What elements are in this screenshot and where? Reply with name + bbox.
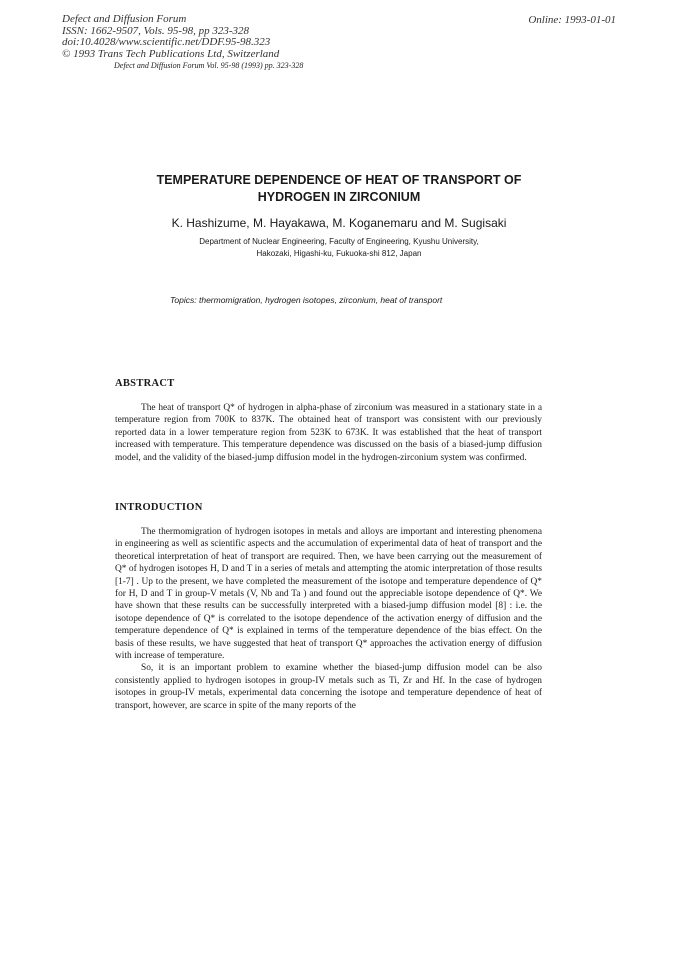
- topics: Topics: thermomigration, hydrogen isotopes, zirconium, heat of transport: [170, 295, 443, 305]
- abstract-body: [115, 402, 542, 464]
- introduction-body: [115, 526, 542, 712]
- citation-header: [62, 14, 279, 60]
- affiliation: [100, 236, 578, 259]
- scanned-journal-line: Defect and Diffusion Forum Vol. 95-98 (1993) pp. 323-328: [114, 61, 304, 70]
- online-date: Online: 1993-01-01: [528, 14, 616, 26]
- issn-line: ISSN: 1662-9507, Vols. 95-98, pp 323-328: [62, 24, 249, 37]
- affiliation-line-1: Department of Nuclear Engineering, Faculty of Engineering, Kyushu University,: [199, 237, 479, 246]
- introduction-paragraph-1: The thermomigration of hydrogen isotopes in metals and alloys are important and interesting phenomena in engineering as well as scientific aspects and the accumulation of experimental data of heat of transport and the theoretical interpretation of heat of transport are required. Then, we have been carrying out the measurement of Q* of hydrogen isotopes H, D and T in a series of metals and attempting the atomic interpretation of those results [1-7] . Up to the present, we have completed the measurement of the isotope and temperature dependence of Q* for H, D and T in group-V metals (V, Nb and Ta ) and found out the appreciable isotope dependence of Q*. We have shown that these results can be successfully interpreted with a biased-jump diffusion model [8] : i.e. the isotope dependence of Q* is correlated to the isotope dependence of the activation energy of diffusion and the temperature dependence of Q* is explained in terms of the temperature dependence of the bias effect. On the basis of these results, we have suggested that heat of transport Q* approaches the activation energy of diffusion with increase of temperature.: [115, 527, 542, 662]
- paper-title: [100, 172, 578, 206]
- authors: K. Hashizume, M. Hayakawa, M. Koganemaru and M. Sugisaki: [171, 216, 507, 230]
- title-line-1: TEMPERATURE DEPENDENCE OF HEAT OF TRANSPORT OF: [156, 173, 522, 187]
- title-line-2: HYDROGEN IN ZIRCONIUM: [257, 190, 421, 204]
- introduction-heading: INTRODUCTION: [115, 502, 203, 513]
- journal-name: Defect and Diffusion Forum: [62, 13, 187, 25]
- abstract-text: The heat of transport Q* of hydrogen in alpha-phase of zirconium was measured in a stationary state in a temperature region from 700K to 837K. The obtained heat of transport was consistent with our previously reported data in a lower temperature region from 523K to 673K. It was established that the heat of transport increased with temperature. This temperature dependence was discussed on the basis of a biased-jump diffusion model, and the validity of the biased-jump diffusion model in the hydrogen-zirconium system was confirmed.: [115, 403, 542, 463]
- doi-line: doi:10.4028/www.scientific.net/DDF.95-98.323: [62, 36, 271, 49]
- introduction-paragraph-2: So, it is an important problem to examine whether the biased-jump diffusion model can be also consistently applied to hydrogen isotopes in group-IV metals such as Ti, Zr and Hf. In the case of hydrogen isotopes in group-IV metals, experimental data concerning the isotope and temperature dependence of heat of transport, however, are scarce in spite of the many reports of the: [115, 663, 542, 711]
- copyright-line: © 1993 Trans Tech Publications Ltd, Switzerland: [62, 47, 280, 60]
- abstract-heading: ABSTRACT: [115, 378, 175, 389]
- affiliation-line-2: Hakozaki, Higashi-ku, Fukuoka-shi 812, Japan: [256, 248, 422, 258]
